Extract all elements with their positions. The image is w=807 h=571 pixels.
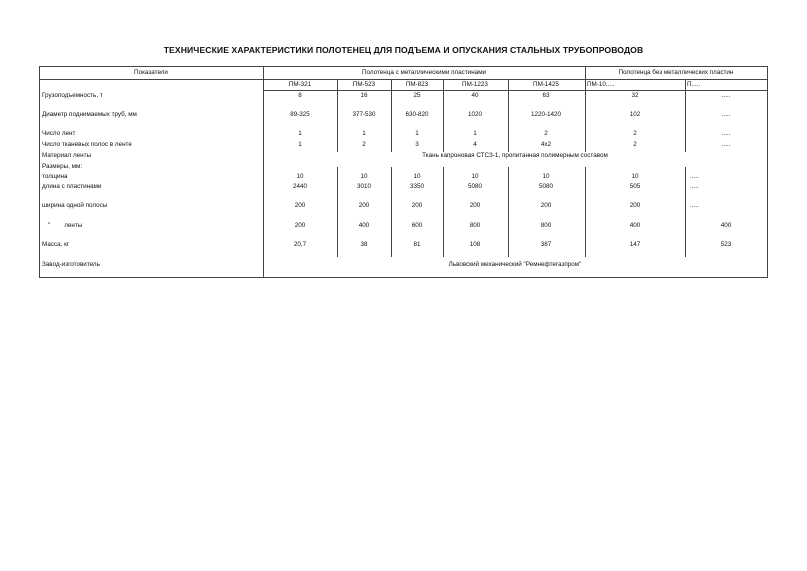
table-cell: 2 <box>633 141 637 148</box>
table-cell: 40 <box>471 92 479 99</box>
table-cell: 81 <box>413 241 421 248</box>
table-cell: 25 <box>413 92 421 99</box>
metal-group-header: Полотенца с металлическими пластинами <box>361 69 487 76</box>
table-cell: 400 <box>720 222 732 229</box>
model-header: ПМ-10..... <box>587 81 615 88</box>
nometal-group-header: Полотенца без металлических пластин <box>618 69 734 76</box>
table-cell: 20,7 <box>293 241 307 248</box>
row-label: ширина одной полосы <box>42 202 108 209</box>
table-cell: 10 <box>296 173 304 180</box>
table-cell: 2 <box>633 130 637 137</box>
table-cell: 4 <box>473 141 477 148</box>
table-cell: ..... <box>721 111 731 118</box>
table-cell: 800 <box>540 222 552 229</box>
table-cell: 8 <box>298 92 302 99</box>
table-cell: 1020 <box>467 111 483 118</box>
table-cell: 200 <box>629 202 641 209</box>
table-cell: 4х2 <box>540 141 552 148</box>
table-cell: 16 <box>360 92 368 99</box>
table-cell: 3010 <box>356 183 372 190</box>
column-tick <box>585 167 586 257</box>
table-cell: 63 <box>542 92 550 99</box>
table-cell: 147 <box>629 241 641 248</box>
table-cell: 5080 <box>467 183 483 190</box>
table-cell: 5080 <box>538 183 554 190</box>
material-span-cell: Ткань капроновая СТСЗ-1, пропитанная полимерным составом <box>422 152 608 159</box>
model-header: ПМ-823 <box>405 81 429 88</box>
table-cell: 32 <box>631 92 639 99</box>
row-label: Число тканевых полос в ленте <box>42 141 132 148</box>
table-cell: 10 <box>360 173 368 180</box>
table-cell: 1220-1420 <box>530 111 562 118</box>
column-tick <box>508 167 509 257</box>
table-cell: 108 <box>469 241 481 248</box>
table-cell: 10 <box>413 173 421 180</box>
column-tick <box>391 90 392 152</box>
model-header: ПМ-1223 <box>462 81 488 88</box>
model-divider <box>443 79 444 90</box>
column-tick <box>337 90 338 152</box>
model-header: ПМ-321 <box>288 81 312 88</box>
row-label: длина с пластинами <box>42 183 102 190</box>
table-cell: 10 <box>542 173 550 180</box>
column-tick <box>443 90 444 152</box>
column-tick <box>585 90 586 152</box>
table-cell: ..... <box>690 173 699 180</box>
column-tick <box>391 167 392 257</box>
row-label: Диаметр поднимаемых труб, мм <box>42 111 137 118</box>
table-cell: ..... <box>721 130 731 137</box>
table-cell: 1 <box>298 130 302 137</box>
table-cell: 400 <box>358 222 370 229</box>
table-cell: 387 <box>540 241 552 248</box>
table-cell: 800 <box>469 222 481 229</box>
model-header: ПМ-523 <box>352 81 376 88</box>
column-tick <box>443 167 444 257</box>
column-tick <box>508 90 509 152</box>
table-cell: 505 <box>629 183 641 190</box>
table-cell: 377-530 <box>352 111 376 118</box>
table-cell: 200 <box>358 202 370 209</box>
table-cell: 600 <box>411 222 423 229</box>
table-cell: 400 <box>629 222 641 229</box>
label-column-divider <box>263 67 264 277</box>
column-tick <box>337 167 338 257</box>
model-divider <box>337 79 338 90</box>
row-label: Завод-изготовитель <box>42 261 100 268</box>
table-cell: 200 <box>469 202 481 209</box>
table-cell: 3350 <box>409 183 425 190</box>
table-cell: ..... <box>690 183 699 190</box>
table-cell: 200 <box>294 222 306 229</box>
row-label: Число лент <box>42 130 76 137</box>
table-cell: 2 <box>544 130 548 137</box>
table-cell: 10 <box>631 173 639 180</box>
row-label: Размеры, мм: <box>42 163 83 170</box>
column-tick <box>685 167 686 257</box>
table-cell: 3 <box>415 141 419 148</box>
row-label: Масса, кг <box>42 241 70 248</box>
page-title: ТЕХНИЧЕСКИЕ ХАРАКТЕРИСТИКИ ПОЛОТЕНЕЦ ДЛЯ ПОДЪЕМА И ОПУСКАНИЯ СТАЛЬНЫХ ТРУБОПРОВОДОВ <box>163 45 644 55</box>
table-cell: 200 <box>540 202 552 209</box>
characteristics-table <box>39 66 768 278</box>
table-cell: 1 <box>362 130 366 137</box>
table-cell: 2440 <box>292 183 308 190</box>
table-cell: 38 <box>360 241 368 248</box>
table-cell: 1 <box>415 130 419 137</box>
table-cell: 523 <box>720 241 732 248</box>
model-divider <box>508 79 509 90</box>
table-cell: ..... <box>690 202 699 209</box>
table-cell: 200 <box>294 202 306 209</box>
model-header: ПМ-1425 <box>533 81 559 88</box>
table-cell: 102 <box>629 111 641 118</box>
table-cell: 630-820 <box>405 111 429 118</box>
model-header: П..... <box>687 81 701 88</box>
model-divider <box>391 79 392 90</box>
row-label: толщина <box>42 173 68 180</box>
subheader-divider-line <box>263 90 767 91</box>
row-label: Материал ленты <box>42 152 92 159</box>
header-divider-line <box>40 79 767 80</box>
model-divider <box>685 79 686 90</box>
table-cell: 1 <box>298 141 302 148</box>
table-cell: ..... <box>721 92 731 99</box>
table-cell: 200 <box>411 202 423 209</box>
table-cell: 89-325 <box>290 111 310 118</box>
table-cell: ..... <box>721 141 731 148</box>
table-cell: 2 <box>362 141 366 148</box>
column-tick <box>685 90 686 152</box>
table-cell: 10 <box>471 173 479 180</box>
row-label: Грузоподъемность, т <box>42 92 103 99</box>
manufacturer-span-cell: Львовский механический "Ремнефтегазпром" <box>448 261 582 268</box>
model-divider <box>585 79 586 90</box>
table-cell: 1 <box>473 130 477 137</box>
row-label: " ленты <box>48 222 83 229</box>
indicators-header: Показатели <box>134 69 168 76</box>
